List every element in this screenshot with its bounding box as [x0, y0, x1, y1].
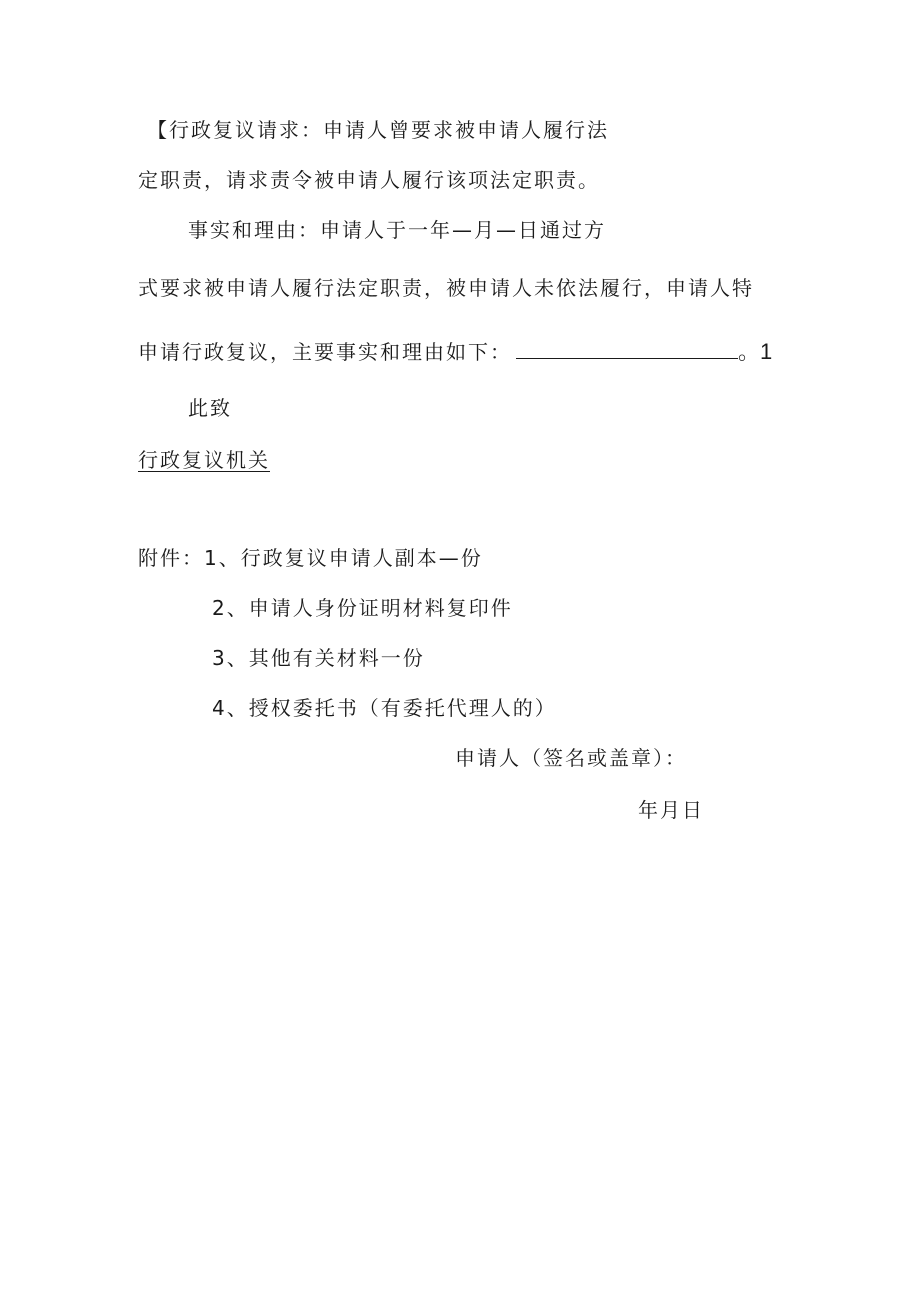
facts-line-3 — [138, 340, 772, 364]
facts-tail: 。1 — [738, 339, 773, 364]
salutation: 此致 — [188, 396, 232, 420]
fill-in-blank — [516, 340, 738, 359]
request-line-2: 定职责，请求责令被申请人履行该项法定职责。 — [138, 168, 600, 192]
facts-line-3-text: 申请行政复议，主要事实和理由如下： — [138, 340, 512, 364]
facts-line-1: 事实和理由：申请人于一年—月—日通过方 — [188, 218, 606, 242]
signature-label: 申请人（签名或盖章）： — [455, 746, 687, 770]
attachment-1: 附件：1、行政复议申请人副本—份 — [138, 546, 483, 570]
attachment-4: 4、授权委托书（有委托代理人的） — [212, 696, 557, 720]
attachment-3: 3、其他有关材料一份 — [212, 646, 425, 670]
facts-line-2: 式要求被申请人履行法定职责，被申请人未依法履行，申请人特 — [138, 276, 754, 300]
attachment-2: 2、申请人身份证明材料复印件 — [212, 596, 513, 620]
date-label: 年月日 — [638, 798, 704, 822]
addressee: 行政复议机关 — [138, 448, 270, 472]
request-line-1: 【行政复议请求：申请人曾要求被申请人履行法 — [147, 118, 609, 142]
